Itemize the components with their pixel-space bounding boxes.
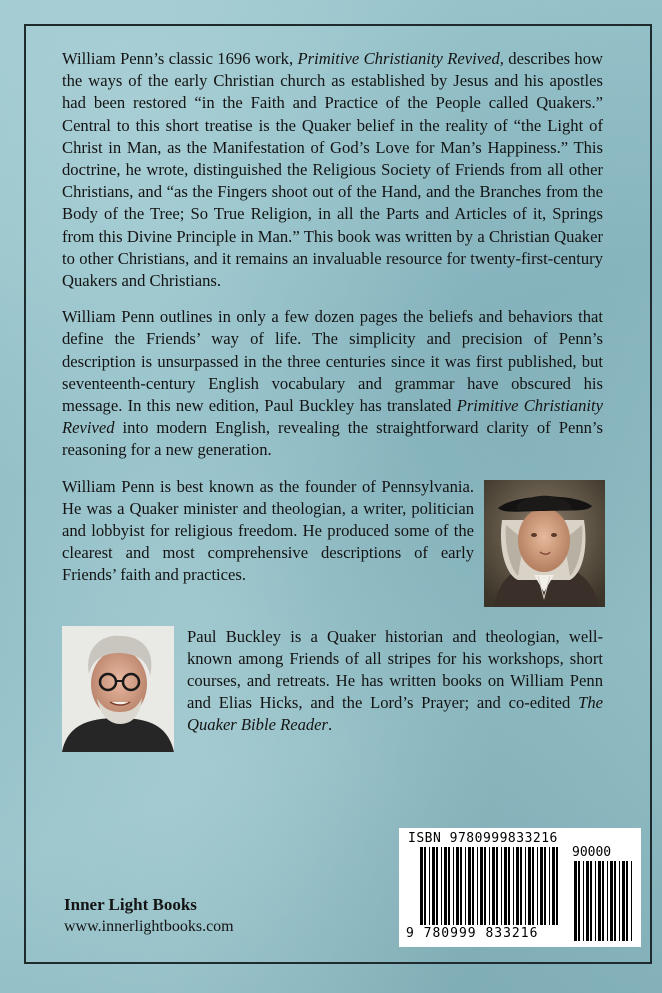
barcode-bar <box>520 847 522 925</box>
barcode-bar <box>508 847 510 925</box>
barcode-bar <box>631 861 632 941</box>
barcode-bar <box>492 847 495 925</box>
barcode-bar <box>448 847 450 925</box>
barcode-bar <box>622 861 625 941</box>
barcode-bar <box>602 861 604 941</box>
paragraph-text: . <box>328 715 333 735</box>
paul-buckley-portrait <box>62 626 174 752</box>
barcode-bar <box>552 847 555 925</box>
barcode-bar <box>578 861 580 941</box>
publisher-name: Inner Light Books <box>64 895 197 914</box>
barcode-bar <box>501 847 502 925</box>
barcode-bar <box>429 847 430 925</box>
barcode-bar <box>489 847 490 925</box>
barcode-bar <box>532 847 534 925</box>
barcode-bar <box>472 847 474 925</box>
barcode-bar <box>456 847 459 925</box>
paragraph-text: into modern English, revealing the straightforward clarity of Penn’s reasoning for a new generation. <box>62 418 603 460</box>
cover-text-area <box>62 48 603 766</box>
barcode-bar <box>595 861 596 941</box>
buckley-bio-paragraph <box>187 626 603 737</box>
barcode-bar <box>513 847 514 925</box>
barcode-bar <box>583 861 584 941</box>
barcode-bar <box>460 847 462 925</box>
book-title-italic: The Quaker Bible Reader <box>187 693 603 735</box>
barcode-bar <box>586 861 589 941</box>
paragraph-text: Paul Buckley is a Quaker historian and theologian, well-known among Friends of all stripes for his workshops, short courses, and retreats. He has written books on William Penn and Elias Hicks, and the Lord’s Prayer; and co-edited <box>187 626 603 713</box>
barcode-bar <box>544 847 546 925</box>
description-paragraph-1 <box>62 48 603 292</box>
barcode-bar <box>598 861 601 941</box>
paragraph-text: William Penn’s classic 1696 work, <box>62 49 298 68</box>
penn-bio-block <box>62 476 603 610</box>
barcode-bar <box>607 861 608 941</box>
barcode-bar <box>525 847 526 925</box>
barcode-bar <box>441 847 442 925</box>
buckley-bio-block <box>62 626 603 766</box>
barcode-bar <box>496 847 498 925</box>
description-paragraph-2 <box>62 306 603 461</box>
isbn-label: ISBN 9780999833216 <box>408 831 558 846</box>
price-addon-number: 90000 <box>572 845 612 860</box>
barcode-bar <box>436 847 438 925</box>
barcode-bar <box>528 847 531 925</box>
ean-digits: 9 780999 833216 <box>406 926 539 941</box>
barcode-bar <box>556 847 558 925</box>
isbn-barcode <box>399 828 641 947</box>
barcode-bar <box>453 847 454 925</box>
barcode-bar <box>516 847 519 925</box>
publisher-info <box>64 894 234 938</box>
barcode-bar <box>477 847 478 925</box>
barcode-bar <box>432 847 435 925</box>
barcode-bar <box>465 847 466 925</box>
barcode-bar <box>549 847 550 925</box>
barcode-bar <box>420 847 423 925</box>
publisher-url[interactable]: www.innerlightbooks.com <box>64 918 234 935</box>
barcode-bar <box>468 847 471 925</box>
book-title-italic: Primitive Christianity Revived <box>62 396 603 438</box>
barcode-bar <box>610 861 613 941</box>
barcode-bar <box>424 847 426 925</box>
barcode-bar <box>444 847 447 925</box>
barcode-bar <box>619 861 620 941</box>
barcode-bar <box>540 847 543 925</box>
barcode-bar <box>626 861 628 941</box>
book-title-italic: Primitive Christianity Revived, <box>297 49 504 68</box>
barcode-bar <box>537 847 538 925</box>
penn-bio-paragraph: William Penn is best known as the founder of Pennsylvania. He was a Quaker minister and theologian, a writer, politician and lobbyist for religious freedom. He produced some of the clearest and most comprehensive descriptions of early Friends’ faith and practices. <box>62 476 474 585</box>
paragraph-text: William Penn outlines in only a few dozen pages the beliefs and behaviors that define the Friends’ way of life. The simplicity and precision of Penn’s description is unsurpassed in the three centuries since it was first published, but seventeenth-century English vocabulary and grammar have obscured his message. In this new edition, Paul Buckley has translated <box>62 307 603 416</box>
barcode-bar <box>504 847 507 925</box>
barcode-bar <box>574 861 577 941</box>
barcode-bar <box>484 847 486 925</box>
barcode-bar <box>614 861 616 941</box>
barcode-bar <box>590 861 592 941</box>
barcode-bar <box>480 847 483 925</box>
paragraph-text: describes how the ways of the early Christian church as established by Jesus and his apostles had been restored “in the Faith and Practice of the People called Quakers.” Central to this short treatise is the Quaker belief in the reality of “the Light of Christ in Man, as the Manifestation of God’s Love for Man’s Happiness.” This doctrine, he wrote, distinguished the Religious Society of Friends from all other Christians, and “as the Fingers shoot out of the Hand, and the Branches from the Body of the Tree; So True Religion, in all the Parts and Articles of it, Springs from this Divine Principle in Man.” This book was written by a Christian Quaker to other Christians, and it remains an invaluable resource for twenty-first-century Quakers and Christians. <box>62 49 603 291</box>
william-penn-portrait <box>484 480 605 607</box>
